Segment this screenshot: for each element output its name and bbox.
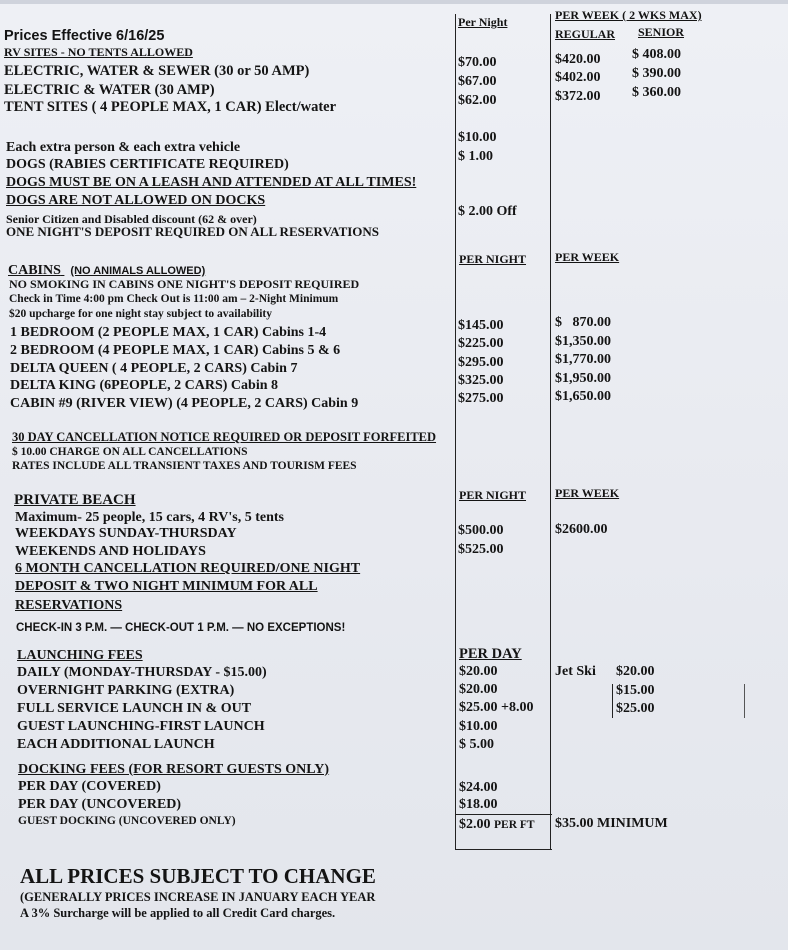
beach-weekends-night: $525.00 [458, 542, 504, 557]
docking-uncovered-price: $18.00 [459, 797, 498, 812]
cabins-title: CABINS [8, 263, 61, 278]
beach-per-week-heading: PER WEEK [555, 486, 620, 500]
cabins-no-smoking: NO SMOKING IN CABINS ONE NIGHT'S DEPOSIT REQUIRED [9, 277, 360, 291]
cancel-charge: $ 10.00 CHARGE ON ALL CANCELLATIONS [12, 446, 248, 458]
rv-row-night: $70.00 [458, 55, 497, 70]
jetski-divider [612, 684, 613, 718]
beach-cancel-3: RESERVATIONS [15, 598, 123, 613]
cabin-row-week: $1,770.00 [555, 352, 611, 367]
jetski-label: Jet Ski [555, 664, 596, 679]
cabins-per-week-heading: PER WEEK [555, 250, 620, 264]
cabin-row-label: DELTA QUEEN ( 4 PEOPLE, 2 CARS) Cabin 7 [10, 361, 298, 376]
jetski-price: $25.00 [616, 701, 655, 716]
rv-row-regular: $402.00 [555, 70, 601, 85]
extra-person-price: $10.00 [458, 130, 497, 145]
senior-heading: SENIOR [638, 25, 685, 39]
dogs-price: $ 1.00 [458, 149, 493, 164]
dogs-label: DOGS (RABIES CERTIFICATE REQUIRED) [6, 157, 289, 172]
cabin-row-week: $1,950.00 [555, 371, 611, 386]
rv-row-senior: $ 360.00 [632, 85, 681, 100]
rv-row-label: TENT SITES ( 4 PEOPLE MAX, 1 CAR) Elect/water [4, 99, 337, 115]
launching-per-day-heading: PER DAY [459, 646, 522, 662]
extra-person-label: Each extra person & each extra vehicle [6, 140, 241, 155]
rv-row-senior: $ 390.00 [632, 66, 681, 81]
cabins-per-night-heading: PER NIGHT [459, 252, 527, 266]
launch-row-label: GUEST LAUNCHING-FIRST LAUNCH [17, 719, 265, 734]
dogs-leash-notice: DOGS MUST BE ON A LEASH AND ATTENDED AT ALL TIMES! [6, 175, 417, 190]
cabin-row-night: $325.00 [458, 373, 504, 388]
beach-heading: PRIVATE BEACH [14, 492, 136, 508]
rv-sites-heading: RV SITES - NO TENTS ALLOWED [4, 45, 193, 59]
rv-row-label: ELECTRIC & WATER (30 AMP) [4, 82, 215, 98]
launching-heading: LAUNCHING FEES [17, 648, 143, 663]
deposit-notice: ONE NIGHT'S DEPOSIT REQUIRED ON ALL RESERVATIONS [6, 224, 380, 239]
paper-edge [0, 0, 788, 4]
cabins-checkin: Check in Time 4:00 pm Check Out is 11:00 am – 2-Night Minimum [9, 293, 339, 305]
beach-cancel-1: 6 MONTH CANCELLATION REQUIRED/ONE NIGHT [15, 561, 361, 576]
per-week-heading: PER WEEK ( 2 WKS MAX) [555, 8, 702, 22]
launch-row-label: EACH ADDITIONAL LAUNCH [17, 737, 215, 752]
beach-checkin-notice: CHECK-IN 3 P.M. — CHECK-OUT 1 P.M. — NO EXCEPTIONS! [16, 622, 346, 634]
cancel-notice: 30 DAY CANCELLATION NOTICE REQUIRED OR DEPOSIT FORFEITED [12, 430, 437, 444]
rates-include: RATES INCLUDE ALL TRANSIENT TAXES AND TOURISM FEES [12, 460, 357, 472]
beach-weekdays-week: $2600.00 [555, 522, 608, 537]
launch-row-label: FULL SERVICE LAUNCH IN & OUT [17, 701, 252, 716]
effective-date: Prices Effective 6/16/25 [4, 28, 165, 44]
launch-row-price: $ 5.00 [459, 737, 494, 752]
beach-maximum: Maximum- 25 people, 15 cars, 4 RV's, 5 tents [15, 510, 284, 525]
beach-cancel-2: DEPOSIT & TWO NIGHT MINIMUM FOR ALL [15, 579, 318, 594]
prices-subject-to-change: ALL PRICES SUBJECT TO CHANGE [20, 864, 376, 888]
docking-covered-price: $24.00 [459, 780, 498, 795]
cabin-row-week: $1,650.00 [555, 389, 611, 404]
regular-heading: REGULAR [555, 27, 616, 41]
price-increase-note: (GENERALLY PRICES INCREASE IN JANUARY EACH YEAR [20, 890, 376, 904]
launch-row-label: DAILY (MONDAY-THURSDAY - $15.00) [17, 665, 267, 680]
dogs-docks-notice: DOGS ARE NOT ALLOWED ON DOCKS [6, 193, 266, 208]
cabin-row-night: $225.00 [458, 336, 504, 351]
cabins-upcharge: $20 upcharge for one night stay subject to availability [9, 308, 273, 320]
cabin-row-night: $275.00 [458, 391, 504, 406]
guest-docking-amount: $2.00 [459, 817, 491, 832]
beach-per-night-heading: PER NIGHT [459, 488, 527, 502]
cabin-row-label: 1 BEDROOM (2 PEOPLE MAX, 1 CAR) Cabins 1-4 [10, 325, 327, 340]
docking-uncovered: PER DAY (UNCOVERED) [18, 797, 182, 812]
cabin-row-label: CABIN #9 (RIVER VIEW) (4 PEOPLE, 2 CARS) Cabin 9 [10, 396, 359, 411]
guest-docking-unit: PER FT [494, 819, 535, 831]
guest-docking-price [459, 817, 535, 833]
guest-docking-minimum: $35.00 MINIMUM [555, 816, 668, 831]
rv-row-regular: $372.00 [555, 89, 601, 104]
column-bottom-line [455, 849, 552, 850]
cabin-row-night: $145.00 [458, 318, 504, 333]
docking-covered: PER DAY (COVERED) [18, 779, 161, 794]
rv-row-senior: $ 408.00 [632, 47, 681, 62]
rv-row-regular: $420.00 [555, 52, 601, 67]
senior-discount-label: Senior Citizen and Disabled discount (62 & over) [6, 212, 257, 226]
docking-heading: DOCKING FEES (FOR RESORT GUESTS ONLY) [18, 762, 330, 777]
cabin-row-night: $295.00 [458, 355, 504, 370]
beach-weekends: WEEKENDS AND HOLIDAYS [15, 544, 206, 559]
rv-row-label: ELECTRIC, WATER & SEWER (30 or 50 AMP) [4, 63, 310, 79]
docking-row-line [455, 814, 552, 815]
margin-mark [744, 684, 745, 718]
cabin-row-label: 2 BEDROOM (4 PEOPLE MAX, 1 CAR) Cabins 5 & 6 [10, 343, 341, 358]
cabins-no-animals: (NO ANIMALS ALLOWED) [70, 265, 206, 277]
launch-row-price: $25.00 +8.00 [459, 700, 534, 715]
launch-row-price: $20.00 [459, 664, 498, 679]
beach-weekdays: WEEKDAYS SUNDAY-THURSDAY [15, 526, 237, 541]
launch-row-label: OVERNIGHT PARKING (EXTRA) [17, 683, 235, 698]
rv-row-night: $67.00 [458, 74, 497, 89]
cabin-row-week: $ 870.00 [555, 315, 611, 330]
launch-row-price: $10.00 [459, 719, 498, 734]
launch-row-price: $20.00 [459, 682, 498, 697]
column-divider-middle [550, 14, 551, 850]
cabin-row-week: $1,350.00 [555, 334, 611, 349]
per-night-heading: Per Night [458, 15, 508, 29]
column-divider-left [455, 14, 456, 850]
cabin-row-label: DELTA KING (6PEOPLE, 2 CARS) Cabin 8 [10, 378, 278, 393]
credit-card-surcharge: A 3% Surcharge will be applied to all Credit Card charges. [20, 906, 336, 920]
jetski-price: $20.00 [616, 664, 655, 679]
jetski-price: $15.00 [616, 683, 655, 698]
rv-row-night: $62.00 [458, 93, 497, 108]
senior-discount-price: $ 2.00 Off [458, 204, 517, 219]
guest-docking: GUEST DOCKING (UNCOVERED ONLY) [18, 815, 236, 827]
beach-weekdays-night: $500.00 [458, 523, 504, 538]
